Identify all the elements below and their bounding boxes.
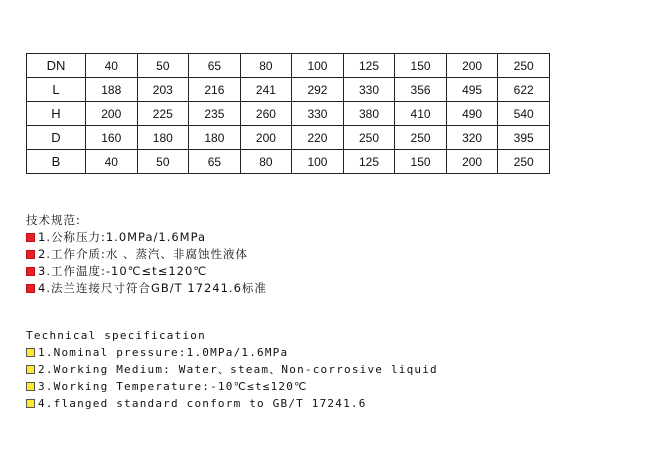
yellow-square-bullet-icon (26, 348, 35, 357)
yellow-square-bullet-icon (26, 399, 35, 408)
table-cell: 490 (446, 102, 498, 126)
table-cell: 150 (395, 150, 447, 174)
table-row-d (27, 126, 550, 150)
red-square-bullet-icon (26, 284, 35, 293)
table-cell: 410 (395, 102, 447, 126)
table-cell: 356 (395, 78, 447, 102)
table-cell: L (27, 78, 86, 102)
spec-cn-text: 3.工作温度:-10℃≤t≤120℃ (38, 264, 208, 278)
table-cell: 260 (240, 102, 292, 126)
spec-cn-item (26, 229, 267, 246)
table-cell: 40 (86, 150, 138, 174)
table-cell: 188 (86, 78, 138, 102)
red-square-bullet-icon (26, 267, 35, 276)
table-cell: 622 (498, 78, 550, 102)
table-cell: 495 (446, 78, 498, 102)
table-cell: 216 (189, 78, 241, 102)
table-cell: 241 (240, 78, 292, 102)
table-cell: 250 (498, 54, 550, 78)
spec-cn-text: 2.工作介质:水 、蒸汽、非腐蚀性液体 (38, 247, 249, 261)
table-cell: 80 (240, 54, 292, 78)
table-cell: B (27, 150, 86, 174)
spec-cn-item (26, 263, 267, 280)
table-cell: 180 (137, 126, 189, 150)
table-cell: 220 (292, 126, 344, 150)
table-cell: 125 (343, 54, 395, 78)
table-cell: 250 (343, 126, 395, 150)
table-row-dn (27, 54, 550, 78)
table-cell: 250 (498, 150, 550, 174)
table-cell: 150 (395, 54, 447, 78)
table-cell: 330 (292, 102, 344, 126)
spec-cn-text: 4.法兰连接尺寸符合GB/T 17241.6标准 (38, 281, 267, 295)
spec-en-text: 3.Working Temperature:-10℃≤t≤120℃ (38, 380, 308, 393)
spec-en-item (26, 361, 438, 378)
spec-en-text: 2.Working Medium: Water、steam、Non-corrosive liquid (38, 363, 438, 376)
table-cell: 200 (446, 54, 498, 78)
table-cell: 203 (137, 78, 189, 102)
spec-en-text: 4.flanged standard conform to GB/T 17241.6 (38, 397, 367, 410)
yellow-square-bullet-icon (26, 365, 35, 374)
spec-cn-title: 技术规范: (26, 213, 81, 227)
spec-en-item (26, 378, 438, 395)
table-cell: 100 (292, 150, 344, 174)
red-square-bullet-icon (26, 250, 35, 259)
table-cell: 292 (292, 78, 344, 102)
table-cell: 200 (446, 150, 498, 174)
spec-cn-text: 1.公称压力:1.0MPa/1.6MPa (38, 230, 207, 244)
table-cell: 395 (498, 126, 550, 150)
table-cell: 50 (137, 150, 189, 174)
table-cell: 50 (137, 54, 189, 78)
spec-en-item (26, 395, 438, 412)
table-cell: 225 (137, 102, 189, 126)
table-cell: 40 (86, 54, 138, 78)
table-row-h (27, 102, 550, 126)
table-cell: 320 (446, 126, 498, 150)
table-cell: 180 (189, 126, 241, 150)
table-cell: 250 (395, 126, 447, 150)
table-cell: 160 (86, 126, 138, 150)
spec-en-item (26, 344, 438, 361)
spec-en-block (26, 327, 438, 412)
table-row-b (27, 150, 550, 174)
table-cell: 200 (240, 126, 292, 150)
table-cell: DN (27, 54, 86, 78)
table-cell: 65 (189, 150, 241, 174)
red-square-bullet-icon (26, 233, 35, 242)
dimension-table (26, 53, 550, 174)
spec-cn-item (26, 280, 267, 297)
spec-en-title: Technical specification (26, 329, 206, 342)
table-cell: 330 (343, 78, 395, 102)
table-cell: 200 (86, 102, 138, 126)
spec-en-text: 1.Nominal pressure:1.0MPa/1.6MPa (38, 346, 289, 359)
table-cell: 235 (189, 102, 241, 126)
spec-cn-item (26, 246, 267, 263)
table-cell: D (27, 126, 86, 150)
table-cell: 380 (343, 102, 395, 126)
table-cell: 80 (240, 150, 292, 174)
yellow-square-bullet-icon (26, 382, 35, 391)
table-cell: 65 (189, 54, 241, 78)
table-cell: 100 (292, 54, 344, 78)
table-row-l (27, 78, 550, 102)
spec-cn-block (26, 212, 267, 297)
table-cell: H (27, 102, 86, 126)
table-cell: 125 (343, 150, 395, 174)
table-cell: 540 (498, 102, 550, 126)
